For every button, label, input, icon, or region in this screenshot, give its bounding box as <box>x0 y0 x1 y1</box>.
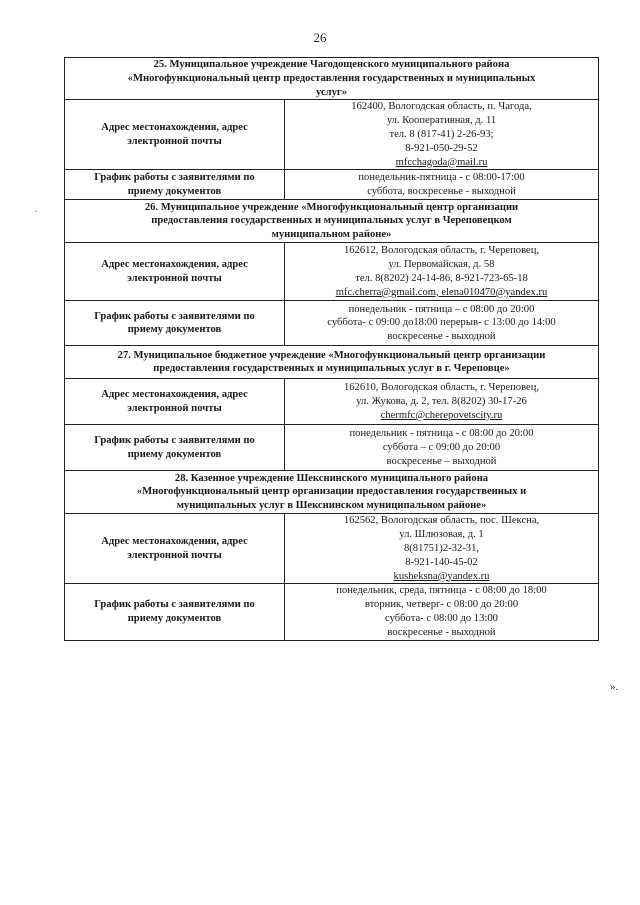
address-label-line: электронной почты <box>127 135 222 147</box>
schedule-label-line: График работы с заявителями по <box>94 172 255 184</box>
address-line: 8-921-050-29-52 <box>405 142 478 154</box>
schedule-row <box>65 584 599 640</box>
address-line: 162400, Вологодская область, п. Чагода, <box>351 101 532 113</box>
section-title-row <box>65 471 599 514</box>
section-title-line: 28. Казенное учреждение Шекснинского муниципального района <box>174 472 489 484</box>
schedule-label-line: График работы с заявителями по <box>94 435 255 447</box>
address-line: 8(81751)2-32-31, <box>403 542 480 554</box>
section-title <box>65 346 599 379</box>
schedule-line: вторник, четверг- с 08:00 до 20:00 <box>364 599 519 611</box>
address-row <box>65 100 599 170</box>
address-line: тел. 8(8202) 24-14-86, 8-921-723-65-18 <box>355 272 528 284</box>
section-title-line: муниципальных услуг в Шекснинском муниципальном районе» <box>176 500 487 512</box>
section-title-line: муниципальном районе» <box>271 229 392 241</box>
schedule-line: воскресенье - выходной <box>387 626 496 638</box>
margin-mark: . <box>35 205 37 214</box>
section-title-line: предоставления государственных и муниципальных услуг в Череповецком <box>151 215 512 227</box>
address-value <box>285 243 599 301</box>
schedule-label-line: приему документов <box>127 185 222 197</box>
mfc-directory-table <box>64 57 599 641</box>
section-title-line: «Многофункциональный центр предоставления государственных и муниципальных <box>127 72 536 84</box>
address-label-line: электронной почты <box>127 272 222 284</box>
page-number: 26 <box>313 30 327 45</box>
section-title <box>65 471 599 514</box>
schedule-value <box>285 301 599 346</box>
address-line: ул. Первомайская, д. 58 <box>388 259 495 271</box>
schedule-line: воскресенье - выходной <box>387 331 496 343</box>
schedule-value <box>285 584 599 640</box>
schedule-label-line: приему документов <box>127 324 222 336</box>
email-link[interactable]: chermfc@cherepovetscity.ru <box>380 409 503 421</box>
schedule-row <box>65 170 599 200</box>
address-label <box>65 514 285 584</box>
schedule-line: суббота- с 09:00 до18:00 перерыв- с 13:00 до 14:00 <box>327 317 556 329</box>
schedule-label-line: приему документов <box>127 448 222 460</box>
address-line: 162612, Вологодская область, г. Череповец, <box>343 245 540 257</box>
address-label <box>65 100 285 170</box>
schedule-label-line: приему документов <box>127 612 222 624</box>
address-label-line: Адрес местонахождения, адрес <box>101 122 248 134</box>
schedule-line: понедельник - пятница - с 08:00 до 20:00 <box>349 428 534 440</box>
address-value <box>285 379 599 425</box>
schedule-label-line: График работы с заявителями по <box>94 599 255 611</box>
address-label-line: электронной почты <box>127 549 222 561</box>
address-line: тел. 8 (817-41) 2-26-93; <box>389 128 494 140</box>
schedule-line: суббота- с 08:00 до 13:00 <box>385 612 498 624</box>
address-label-line: Адрес местонахождения, адрес <box>101 259 248 271</box>
schedule-label-line: График работы с заявителями по <box>94 310 255 322</box>
address-row <box>65 243 599 301</box>
address-label-line: Адрес местонахождения, адрес <box>101 389 248 401</box>
schedule-line: понедельник - пятница – с 08:00 до 20:00 <box>348 303 535 315</box>
address-label-line: Адрес местонахождения, адрес <box>101 536 248 548</box>
schedule-value <box>285 170 599 200</box>
address-row <box>65 379 599 425</box>
address-line: ул. Шлюзовая, д. 1 <box>399 529 484 541</box>
section-title-line: 27. Муниципальное бюджетное учреждение «Многофункциональный центр организации <box>117 349 546 361</box>
schedule-label <box>65 301 285 346</box>
email-link[interactable]: mfc.cherra@gmail.com, elena010470@yandex.ru <box>335 286 548 298</box>
section-title-line: «Многофункциональный центр организации предоставления государственных и <box>136 486 527 498</box>
address-value <box>285 514 599 584</box>
section-title <box>65 200 599 243</box>
section-title-row <box>65 346 599 379</box>
schedule-line: воскресенье – выходной <box>386 455 497 467</box>
section-title-line: услуг» <box>315 86 348 98</box>
address-line: 8-921-140-45-02 <box>405 556 478 568</box>
address-label <box>65 243 285 301</box>
section-title-line: предоставления государственных и муниципальных услуг в г. Череповце» <box>153 363 510 375</box>
section-title <box>65 58 599 100</box>
address-line: 162562, Вологодская область, пос. Шексна, <box>343 515 540 527</box>
section-title-row <box>65 200 599 243</box>
section-title-line: 26. Муниципальное учреждение «Многофункциональный центр организации <box>144 201 519 213</box>
schedule-value <box>285 425 599 471</box>
email-link[interactable]: mfcchagoda@mail.ru <box>395 156 488 168</box>
schedule-line: понедельник-пятница - с 08:00-17:00 <box>358 172 525 184</box>
schedule-label <box>65 425 285 471</box>
section-title-row <box>65 58 599 100</box>
address-line: 162610, Вологодская область, г. Череповец, <box>343 382 540 394</box>
address-value <box>285 100 599 170</box>
schedule-row <box>65 425 599 471</box>
schedule-label <box>65 170 285 200</box>
schedule-line: суббота – с 09:00 до 20:00 <box>382 441 501 453</box>
schedule-line: суббота, воскресенье - выходной <box>367 185 516 197</box>
closing-quote-mark: ». <box>610 681 619 693</box>
schedule-label <box>65 584 285 640</box>
address-label <box>65 379 285 425</box>
address-line: ул. Жукова, д. 2, тел. 8(8202) 30-17-26 <box>356 395 527 407</box>
email-link[interactable]: kusheksna@yandex.ru <box>393 570 490 582</box>
address-label-line: электронной почты <box>127 402 222 414</box>
address-line: ул. Кооперативная, д. 11 <box>386 115 497 127</box>
section-title-line: 25. Муниципальное учреждение Чагодощенского муниципального района <box>153 59 510 70</box>
address-row <box>65 514 599 584</box>
schedule-line: понедельник, среда, пятница - с 08:00 до 18:00 <box>336 585 547 597</box>
schedule-row <box>65 301 599 346</box>
